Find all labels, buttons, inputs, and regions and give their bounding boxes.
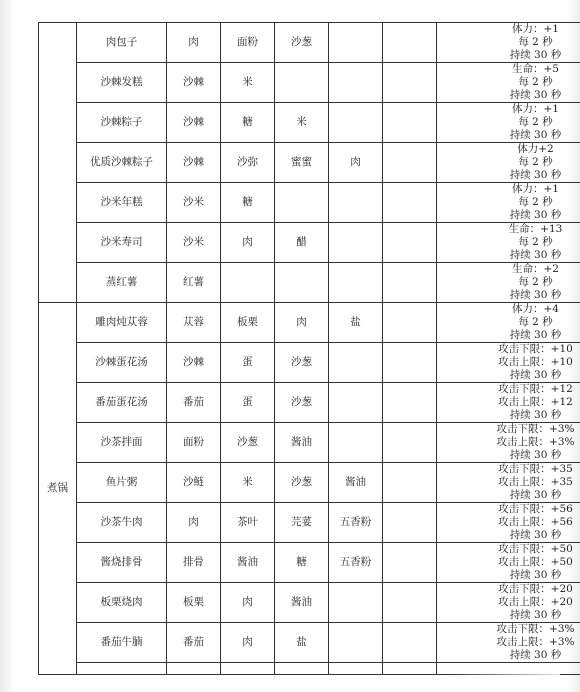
effect-cell [437, 543, 580, 583]
recipe-row [39, 343, 580, 383]
ingredient-cell [383, 23, 437, 63]
empty-cell [221, 663, 275, 675]
effect-line: 攻击上限：+56 [498, 516, 573, 528]
ingredient-cell: 沙葱 [275, 23, 329, 63]
effect-line: 攻击上限：+10 [498, 356, 573, 368]
effect-cell [437, 23, 580, 63]
ingredient-cell: 沙棘 [167, 63, 221, 103]
ingredient-cell [383, 263, 437, 303]
effect-line: 持续 30 秒 [509, 449, 562, 461]
ingredient-cell: 肉 [275, 303, 329, 343]
ingredient-cell: 肉 [221, 623, 275, 663]
recipe-row [39, 463, 580, 503]
dish-name: 沙棘发糕 [77, 63, 167, 103]
ingredient-cell [221, 263, 275, 303]
effect-line: 每 2 秒 [518, 156, 553, 168]
ingredient-cell [383, 343, 437, 383]
ingredient-cell [383, 623, 437, 663]
effect-line: 持续 30 秒 [509, 529, 562, 541]
ingredient-cell [275, 63, 329, 103]
ingredient-cell [383, 63, 437, 103]
ingredient-cell: 板栗 [221, 303, 275, 343]
effect-cell [437, 223, 580, 263]
ingredient-cell: 番茄 [167, 623, 221, 663]
ingredient-cell: 茶叶 [221, 503, 275, 543]
effect-line: 攻击下限：+3% [496, 623, 575, 635]
empty-cell [167, 663, 221, 675]
effect-line: 每 2 秒 [518, 236, 553, 248]
effect-line: 生命：+13 [508, 223, 563, 235]
ingredient-cell [383, 223, 437, 263]
empty-cell [329, 663, 383, 675]
recipe-row [39, 583, 580, 623]
ingredient-cell [383, 103, 437, 143]
ingredient-cell [383, 463, 437, 503]
effect-line: 每 2 秒 [518, 36, 553, 48]
effect-line: 攻击下限：+50 [498, 543, 573, 555]
effect-cell [437, 103, 580, 143]
ingredient-cell [329, 183, 383, 223]
ingredient-cell [329, 103, 383, 143]
effect-line: 体力：+1 [512, 23, 559, 35]
effect-line: 持续 30 秒 [509, 49, 562, 61]
recipe-row [39, 263, 580, 303]
ingredient-cell: 沙葱 [275, 383, 329, 423]
ingredient-cell: 肉 [167, 503, 221, 543]
empty-cell [383, 663, 437, 675]
ingredient-cell: 沙鲢 [167, 463, 221, 503]
ingredient-cell: 酱油 [275, 583, 329, 623]
ingredient-cell: 沙米 [167, 223, 221, 263]
effect-line: 持续 30 秒 [509, 329, 562, 341]
effect-line: 攻击上限：+35 [498, 476, 573, 488]
recipe-row [39, 503, 580, 543]
ingredient-cell: 蛋 [221, 383, 275, 423]
dish-name: 沙棘粽子 [77, 103, 167, 143]
recipe-row [39, 303, 580, 343]
effect-line: 持续 30 秒 [509, 409, 562, 421]
effect-cell [437, 63, 580, 103]
effect-line: 持续 30 秒 [509, 569, 562, 581]
ingredient-cell: 沙棘 [167, 143, 221, 183]
recipe-row [39, 423, 580, 463]
ingredient-cell: 盐 [275, 623, 329, 663]
ingredient-cell: 五香粉 [329, 543, 383, 583]
category-cell [39, 23, 77, 303]
ingredient-cell: 沙葱 [221, 423, 275, 463]
dish-name: 沙米寿司 [77, 223, 167, 263]
effect-line: 体力：+1 [512, 183, 559, 195]
effect-cell [437, 583, 580, 623]
dish-name: 肉包子 [77, 23, 167, 63]
dish-name: 鱼片粥 [77, 463, 167, 503]
ingredient-cell [329, 583, 383, 623]
effect-line: 攻击上限：+12 [498, 396, 573, 408]
recipe-row [39, 103, 580, 143]
dish-name: 优质沙棘粽子 [77, 143, 167, 183]
ingredient-cell [383, 423, 437, 463]
effect-line: 攻击下限：+10 [498, 343, 573, 355]
ingredient-cell [383, 503, 437, 543]
ingredient-cell [329, 623, 383, 663]
dish-name: 沙米年糕 [77, 183, 167, 223]
effect-line: 持续 30 秒 [509, 249, 562, 261]
ingredient-cell: 肉 [167, 23, 221, 63]
ingredient-cell: 糖 [221, 103, 275, 143]
effect-line: 体力：+4 [512, 303, 559, 315]
effect-line: 攻击上限：+20 [498, 596, 573, 608]
ingredient-cell [329, 263, 383, 303]
empty-cell [77, 663, 167, 675]
effect-line: 每 2 秒 [518, 316, 553, 328]
dish-name: 雕肉炖苁蓉 [77, 303, 167, 343]
ingredient-cell: 酱油 [221, 543, 275, 583]
effect-cell [437, 503, 580, 543]
ingredient-cell: 红薯 [167, 263, 221, 303]
ingredient-cell [383, 543, 437, 583]
dish-name: 沙茶牛肉 [77, 503, 167, 543]
dish-name: 沙棘蛋花汤 [77, 343, 167, 383]
effect-line: 攻击下限：+35 [498, 463, 573, 475]
ingredient-cell: 糖 [275, 543, 329, 583]
ingredient-cell: 蜜蜜 [275, 143, 329, 183]
ingredient-cell: 五香粉 [329, 503, 383, 543]
effect-line: 持续 30 秒 [509, 169, 562, 181]
dish-name: 番茄牛腩 [77, 623, 167, 663]
ingredient-cell: 盐 [329, 303, 383, 343]
recipe-row [39, 543, 580, 583]
ingredient-cell: 米 [221, 463, 275, 503]
effect-line: 持续 30 秒 [509, 289, 562, 301]
effect-line: 每 2 秒 [518, 196, 553, 208]
empty-cell [275, 663, 329, 675]
ingredient-cell: 苁蓉 [167, 303, 221, 343]
ingredient-cell: 沙葱 [275, 463, 329, 503]
effect-line: 持续 30 秒 [509, 369, 562, 381]
ingredient-cell: 芫荽 [275, 503, 329, 543]
ingredient-cell [329, 63, 383, 103]
ingredient-cell [275, 263, 329, 303]
effect-line: 持续 30 秒 [509, 609, 562, 621]
dish-name: 沙茶拌面 [77, 423, 167, 463]
ingredient-cell: 排骨 [167, 543, 221, 583]
ingredient-cell: 沙米 [167, 183, 221, 223]
ingredient-cell [383, 183, 437, 223]
recipe-table-body [39, 23, 580, 675]
effect-line: 攻击下限：+3% [496, 423, 575, 435]
dish-name: 番茄蛋花汤 [77, 383, 167, 423]
ingredient-cell [383, 303, 437, 343]
ingredient-cell [329, 423, 383, 463]
dish-name: 酱烧排骨 [77, 543, 167, 583]
effect-line: 生命：+5 [512, 63, 559, 75]
ingredient-cell: 番茄 [167, 383, 221, 423]
effect-cell [437, 263, 580, 303]
effect-cell [437, 463, 580, 503]
effect-cell [437, 383, 580, 423]
effect-cell [437, 423, 580, 463]
effect-line: 每 2 秒 [518, 276, 553, 288]
effect-line: 攻击上限：+3% [496, 636, 575, 648]
dish-name: 蒸红薯 [77, 263, 167, 303]
recipe-row [39, 223, 580, 263]
effect-line: 体力+2 [517, 143, 554, 155]
ingredient-cell: 肉 [221, 223, 275, 263]
ingredient-cell [383, 583, 437, 623]
ingredient-cell: 沙棘 [167, 103, 221, 143]
watermark-fade [450, 666, 560, 684]
effect-line: 攻击下限：+20 [498, 583, 573, 595]
recipe-row [39, 383, 580, 423]
ingredient-cell: 面粉 [167, 423, 221, 463]
effect-cell [437, 303, 580, 343]
effect-line: 持续 30 秒 [509, 489, 562, 501]
effect-cell [437, 183, 580, 223]
ingredient-cell: 肉 [329, 143, 383, 183]
recipe-row [39, 623, 580, 663]
ingredient-cell: 面粉 [221, 23, 275, 63]
effect-line: 攻击下限：+56 [498, 503, 573, 515]
recipe-row [39, 143, 580, 183]
ingredient-cell [329, 343, 383, 383]
ingredient-cell [383, 143, 437, 183]
ingredient-cell: 板栗 [167, 583, 221, 623]
ingredient-cell: 沙棘 [167, 343, 221, 383]
effect-line: 攻击上限：+3% [496, 436, 575, 448]
effect-cell [437, 623, 580, 663]
dish-name: 板栗烧肉 [77, 583, 167, 623]
effect-line: 持续 30 秒 [509, 129, 562, 141]
ingredient-cell [383, 383, 437, 423]
effect-line: 持续 30 秒 [509, 89, 562, 101]
effect-line: 攻击下限：+12 [498, 383, 573, 395]
ingredient-cell [329, 383, 383, 423]
effect-line: 生命：+2 [512, 263, 559, 275]
effect-cell [437, 143, 580, 183]
ingredient-cell: 肉 [221, 583, 275, 623]
ingredient-cell: 沙葱 [275, 343, 329, 383]
effect-line: 攻击上限：+50 [498, 556, 573, 568]
effect-line: 每 2 秒 [518, 76, 553, 88]
recipe-row [39, 63, 580, 103]
effect-cell [437, 343, 580, 383]
ingredient-cell: 米 [275, 103, 329, 143]
ingredient-cell: 酱油 [275, 423, 329, 463]
ingredient-cell [329, 223, 383, 263]
effect-line: 体力：+1 [512, 103, 559, 115]
ingredient-cell: 醋 [275, 223, 329, 263]
ingredient-cell: 蛋 [221, 343, 275, 383]
recipe-row [39, 183, 580, 223]
ingredient-cell [329, 23, 383, 63]
effect-line: 持续 30 秒 [509, 649, 562, 661]
ingredient-cell [275, 183, 329, 223]
effect-line: 每 2 秒 [518, 116, 553, 128]
recipe-table [38, 22, 580, 675]
ingredient-cell: 米 [221, 63, 275, 103]
effect-line: 持续 30 秒 [509, 209, 562, 221]
ingredient-cell: 酱油 [329, 463, 383, 503]
category-cell: 煮锅 [39, 303, 77, 675]
ingredient-cell: 沙弥 [221, 143, 275, 183]
recipe-row [39, 23, 580, 63]
ingredient-cell: 糖 [221, 183, 275, 223]
